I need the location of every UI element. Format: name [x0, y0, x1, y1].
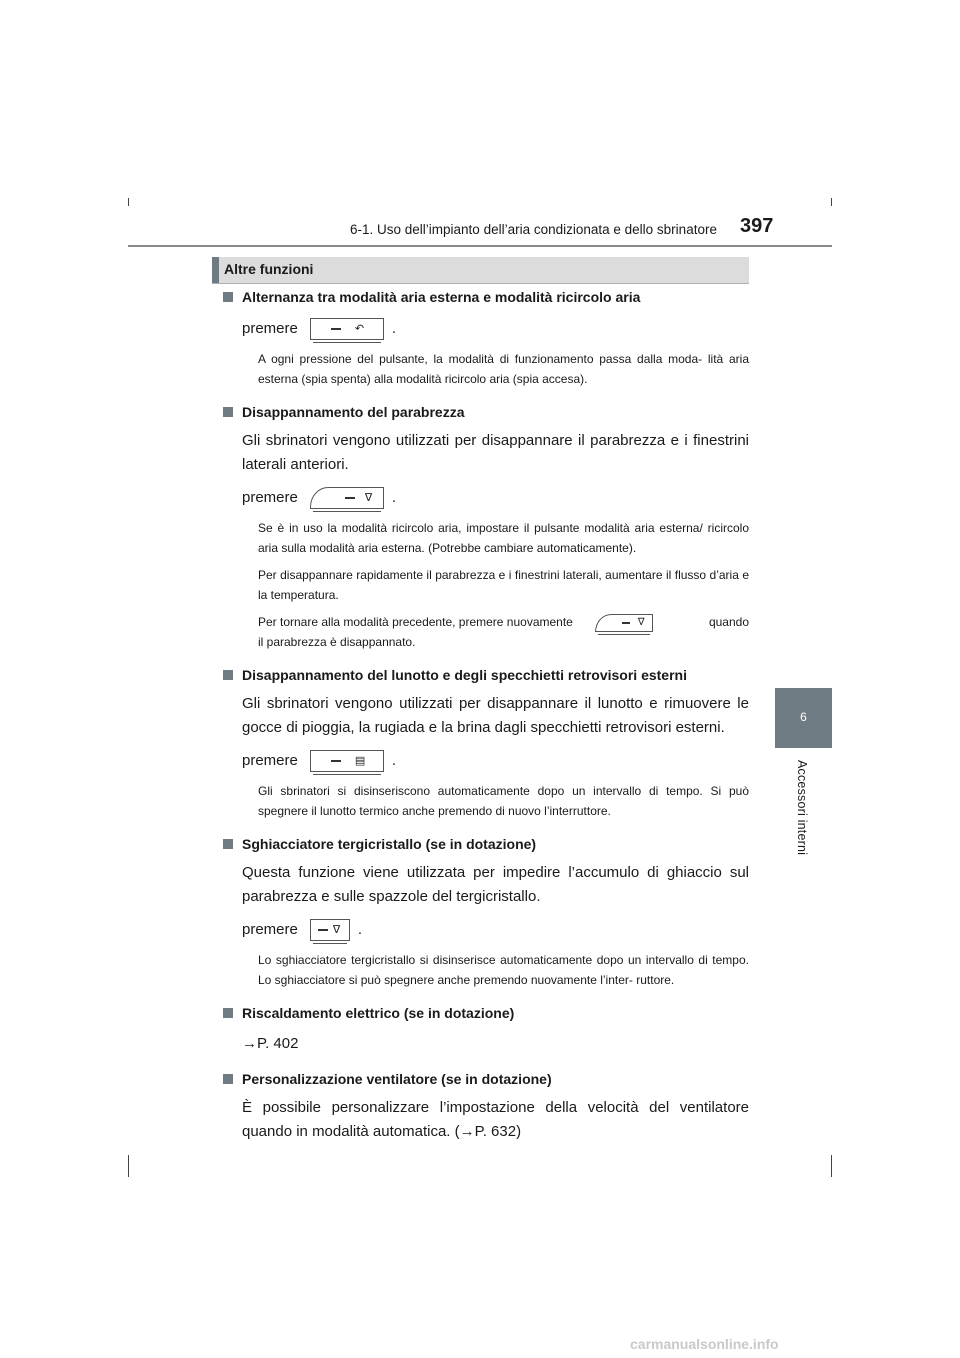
section-wiper-deicer [223, 834, 749, 990]
banner-title: Altre funzioni [224, 261, 314, 277]
windshield-defogger-icon: ∇ [364, 492, 373, 504]
section-electric-heater [223, 1003, 749, 1056]
section-heading: Alternanza tra modalità aria esterna e modalità ricircolo aria [223, 287, 749, 308]
body-text: Questa funzione viene utilizzata per impedire l’accumulo di ghiaccio sul parabrezza e sulle spazzole del tergicristallo. [242, 864, 749, 905]
section-heading: Disappannamento del lunotto e degli specchietti retrovisori esterni [223, 665, 749, 686]
square-bullet-icon [223, 839, 233, 849]
section-fan-customization [223, 1069, 749, 1144]
section-recirculation [223, 287, 749, 389]
body-text: Gli sbrinatori vengono utilizzati per disappannare il lunotto e rimuovere le gocce di pioggia, la rugiada e la brina dagli specchietti retrovisori esterni. [242, 695, 749, 736]
section-heading: Riscaldamento elettrico (se in dotazione) [223, 1003, 749, 1024]
note: A ogni pressione del pulsante, la modalità di funzionamento passa dalla moda- lità aria esterna (spia spenta) alla modalità ricircolo aria (spia accesa). [258, 352, 749, 386]
crop-mark [831, 1155, 832, 1177]
indicator-dash-icon [622, 622, 630, 624]
indicator-dash-icon [345, 497, 355, 499]
recirculation-button[interactable] [310, 318, 384, 340]
windshield-defogger-button[interactable] [310, 487, 384, 509]
square-bullet-icon [223, 407, 233, 417]
section-banner [212, 257, 749, 284]
premere-line: premere ↶ . [242, 316, 749, 342]
body-text: È possibile personalizzare l’impostazione della velocità del ventilatore quando in modalità automatica. (→P. 632) [242, 1099, 749, 1140]
chapter-tab-label-text: Accessori interni [795, 760, 809, 856]
crop-mark [831, 198, 832, 206]
chapter-tab-label [795, 760, 815, 960]
square-bullet-icon [223, 292, 233, 302]
indicator-dash-icon [318, 929, 328, 931]
note: Se è in uso la modalità ricircolo aria, impostare il pulsante modalità aria esterna/ ricircolo aria sulla modalità aria esterna. (Potrebbe cambiare automaticamente). [258, 521, 749, 555]
square-bullet-icon [223, 1074, 233, 1084]
note: Per disappannare rapidamente il parabrezza e i finestrini laterali, aumentare il flusso d’aria e la temperatura. [258, 568, 749, 602]
windshield-defogger-button-inline[interactable] [595, 614, 653, 632]
note-inline: Per tornare alla modalità precedente, premere nuovamente ∇ quando il parabrezza è disappannato. [258, 613, 749, 652]
watermark: carmanualsonline.info [630, 1336, 779, 1352]
square-bullet-icon [223, 670, 233, 680]
chapter-tab-number: 6 [800, 710, 807, 724]
note-continuation: il parabrezza è disappannato. [258, 634, 416, 649]
section-rear-defog [223, 665, 749, 821]
note: Gli sbrinatori si disinseriscono automaticamente dopo un intervallo di tempo. Si può spegnere il lunotto termico anche premendo di nuovo l’interruttore. [258, 784, 749, 818]
section-heading: Personalizzazione ventilatore (se in dotazione) [223, 1069, 749, 1090]
page-reference-link[interactable]: →P. 402 [242, 1035, 299, 1052]
rear-window-defogger-button[interactable] [310, 750, 384, 772]
premere-line: premere ∇ . [242, 485, 749, 511]
section-heading: Disappannamento del parabrezza [223, 402, 749, 423]
section-windshield-defog [223, 402, 749, 652]
wiper-deicer-icon: ∇ [332, 924, 341, 936]
square-bullet-icon [223, 1008, 233, 1018]
windshield-defogger-icon: ∇ [637, 616, 645, 628]
premere-line: premere ∇ . [242, 917, 749, 943]
page-number: 397 [740, 215, 774, 237]
section-heading: Sghiacciatore tergicristallo (se in dotazione) [223, 834, 749, 855]
body-text: Gli sbrinatori vengono utilizzati per disappannare il parabrezza e i finestrini laterali anteriori. [242, 432, 749, 473]
banner-accent [212, 257, 219, 283]
header-rule [128, 245, 832, 247]
crop-mark [128, 198, 129, 206]
indicator-dash-icon [331, 760, 341, 762]
rear-window-defogger-icon: ▤ [354, 755, 366, 767]
recirculation-icon: ↶ [354, 323, 365, 335]
wiper-deicer-button[interactable] [310, 919, 350, 941]
page-content [223, 287, 749, 1144]
premere-line: premere ▤ . [242, 748, 749, 774]
note: Lo sghiacciatore tergicristallo si disinserisce automaticamente dopo un intervallo di tempo. Lo sghiacciatore si può spegnere anche premendo nuovamente l’inter- ruttore. [258, 953, 749, 987]
crop-mark [128, 1155, 129, 1177]
indicator-dash-icon [331, 328, 341, 330]
chapter-tab [775, 688, 832, 748]
chapter-title: 6-1. Uso dell’impianto dell’aria condizionata e dello sbrinatore [350, 222, 717, 237]
